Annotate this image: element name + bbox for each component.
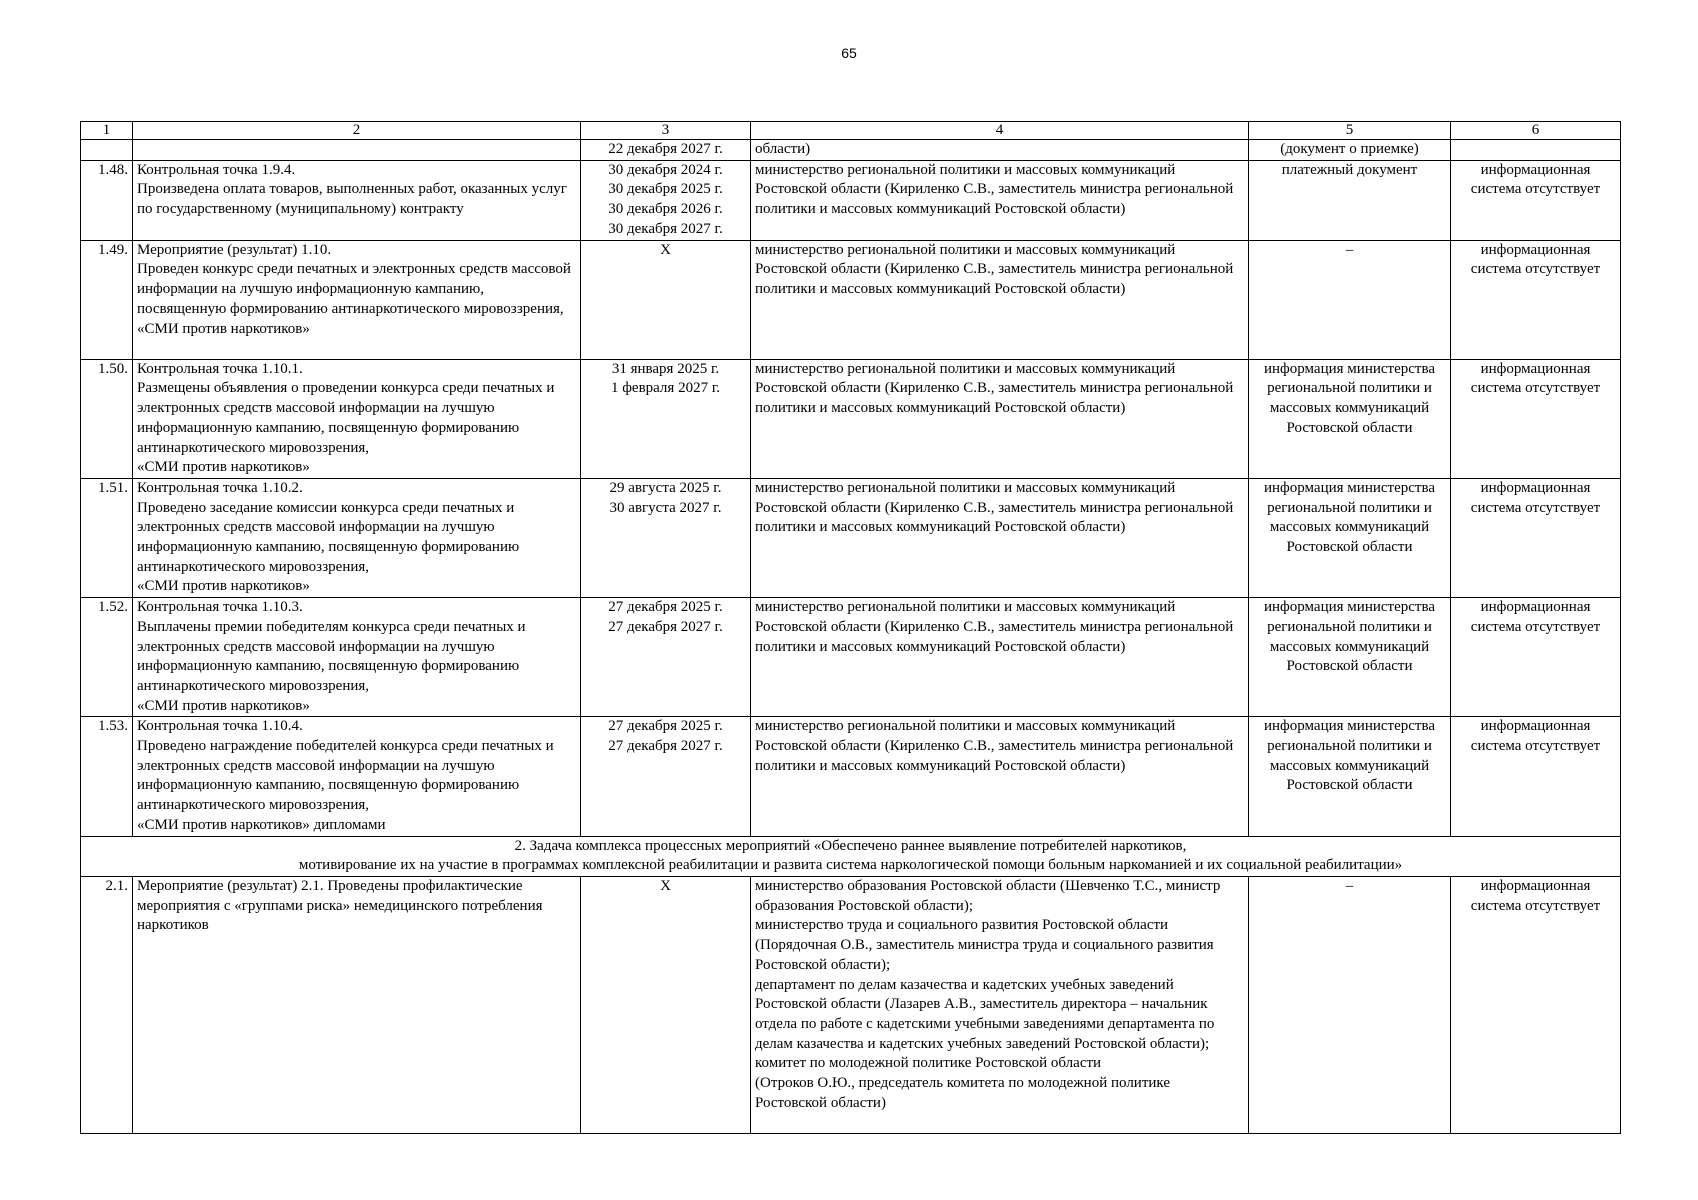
row-dates: 29 августа 2025 г. 30 августа 2027 г. <box>581 478 751 597</box>
row-responsible: министерство региональной политики и массовых коммуникаций Ростовской области (Кириленко С.В., заместитель министра региональной политики и массовых коммуникаций Ростовской области) <box>751 240 1249 359</box>
row-info-system: информационная система отсутствует <box>1451 359 1621 478</box>
row-document: платежный документ <box>1249 160 1451 240</box>
row-number <box>81 140 133 161</box>
row-info-system <box>1451 140 1621 161</box>
row-description: Контрольная точка 1.9.4. Произведена оплата товаров, выполненных работ, оказанных услуг по государственному (муниципальному) контракту <box>133 160 581 240</box>
row-number: 2.1. <box>81 876 133 1133</box>
row-description: Мероприятие (результат) 2.1. Проведены профилактические мероприятия с «группами риска» немедицинского потребления наркотиков <box>133 876 581 1133</box>
column-number-1: 1 <box>81 122 133 140</box>
row-info-system: информационная система отсутствует <box>1451 478 1621 597</box>
measures-table <box>80 121 1621 1134</box>
row-document: информация министерства региональной политики и массовых коммуникаций Ростовской области <box>1249 598 1451 717</box>
row-responsible: области) <box>751 140 1249 161</box>
row-dates: 27 декабря 2025 г. 27 декабря 2027 г. <box>581 598 751 717</box>
row-number: 1.50. <box>81 359 133 478</box>
row-dates: 22 декабря 2027 г. <box>581 140 751 161</box>
row-info-system: информационная система отсутствует <box>1451 598 1621 717</box>
section-heading <box>81 836 1621 876</box>
row-dates: 30 декабря 2024 г. 30 декабря 2025 г. 30 декабря 2026 г. 30 декабря 2027 г. <box>581 160 751 240</box>
row-description: Контрольная точка 1.10.3. Выплачены премии победителям конкурса среди печатных и электронных средств массовой информации на лучшую информационную кампанию, посвященную формированию антинаркотического мировоззрения, «СМИ против наркотиков» <box>133 598 581 717</box>
table-row <box>81 478 1621 597</box>
row-document: (документ о приемке) <box>1249 140 1451 161</box>
column-number-4: 4 <box>751 122 1249 140</box>
row-description: Контрольная точка 1.10.2. Проведено заседание комиссии конкурса среди печатных и электронных средств массовой информации на лучшую информационную кампанию, посвященную формированию антинаркотического мировоззрения, «СМИ против наркотиков» <box>133 478 581 597</box>
row-responsible: министерство региональной политики и массовых коммуникаций Ростовской области (Кириленко С.В., заместитель министра региональной политики и массовых коммуникаций Ростовской области) <box>751 717 1249 836</box>
row-description: Контрольная точка 1.10.1. Размещены объявления о проведении конкурса среди печатных и электронных средств массовой информации на лучшую информационную кампанию, посвященную формированию антинаркотического мировоззрения, «СМИ против наркотиков» <box>133 359 581 478</box>
section-heading-line-2: мотивирование их на участие в программах комплексной реабилитации и развита система наркологической помощи больным наркоманией и их социальной реабилитации» <box>298 857 1403 874</box>
row-info-system: информационная система отсутствует <box>1451 240 1621 359</box>
table-row <box>81 717 1621 836</box>
column-number-row <box>81 122 1621 140</box>
table-row <box>81 598 1621 717</box>
row-number: 1.52. <box>81 598 133 717</box>
row-description: Контрольная точка 1.10.4. Проведено награждение победителей конкурса среди печатных и электронных средств массовой информации на лучшую информационную кампанию, посвященную формированию антинаркотического мировоззрения, «СМИ против наркотиков» дипломами <box>133 717 581 836</box>
table-row <box>81 240 1621 359</box>
row-number: 1.51. <box>81 478 133 597</box>
row-info-system: информационная система отсутствует <box>1451 160 1621 240</box>
row-dates: Х <box>581 876 751 1133</box>
row-responsible: министерство региональной политики и массовых коммуникаций Ростовской области (Кириленко С.В., заместитель министра региональной политики и массовых коммуникаций Ростовской области) <box>751 359 1249 478</box>
row-document: информация министерства региональной политики и массовых коммуникаций Ростовской области <box>1249 717 1451 836</box>
row-info-system: информационная система отсутствует <box>1451 717 1621 836</box>
row-description: Мероприятие (результат) 1.10. Проведен конкурс среди печатных и электронных средств массовой информации на лучшую информационную кампанию, посвященную формированию антинаркотического мировоззрения, «СМИ против наркотиков» <box>133 240 581 359</box>
row-dates: Х <box>581 240 751 359</box>
row-dates: 27 декабря 2025 г. 27 декабря 2027 г. <box>581 717 751 836</box>
row-description <box>133 140 581 161</box>
row-document: – <box>1249 876 1451 1133</box>
column-number-2: 2 <box>133 122 581 140</box>
table-row <box>81 876 1621 1133</box>
table-row <box>81 160 1621 240</box>
row-responsible: министерство региональной политики и массовых коммуникаций Ростовской области (Кириленко С.В., заместитель министра региональной политики и массовых коммуникаций Ростовской области) <box>751 160 1249 240</box>
table-row <box>81 359 1621 478</box>
row-number: 1.53. <box>81 717 133 836</box>
row-number: 1.48. <box>81 160 133 240</box>
column-number-6: 6 <box>1451 122 1621 140</box>
row-responsible: министерство образования Ростовской области (Шевченко Т.С., министр образования Ростовской области); министерство труда и социального развития Ростовской области (Порядочная О.В., заместитель министра труда и социального развития Ростовской области); департамент по делам казачества и кадетских учебных заведений Ростовской области (Лазарев А.В., заместитель директора – начальник отдела по работе с кадетскими учебными заведениями департамента по делам казачества и кадетских учебных заведений Ростовской области); комитет по молодежной политике Ростовской области (Отроков О.Ю., председатель комитета по молодежной политике Ростовской области) <box>751 876 1249 1133</box>
table-row <box>81 140 1621 161</box>
column-number-3: 3 <box>581 122 751 140</box>
row-info-system: информационная система отсутствует <box>1451 876 1621 1133</box>
row-document: – <box>1249 240 1451 359</box>
page-number: 65 <box>841 45 857 61</box>
row-document: информация министерства региональной политики и массовых коммуникаций Ростовской области <box>1249 478 1451 597</box>
row-document: информация министерства региональной политики и массовых коммуникаций Ростовской области <box>1249 359 1451 478</box>
row-number: 1.49. <box>81 240 133 359</box>
row-dates: 31 января 2025 г. 1 февраля 2027 г. <box>581 359 751 478</box>
column-number-5: 5 <box>1249 122 1451 140</box>
row-responsible: министерство региональной политики и массовых коммуникаций Ростовской области (Кириленко С.В., заместитель министра региональной политики и массовых коммуникаций Ростовской области) <box>751 478 1249 597</box>
section-heading-line-1: 2. Задача комплекса процессных мероприятий «Обеспечено раннее выявление потребителей наркотиков, <box>514 837 1187 854</box>
row-responsible: министерство региональной политики и массовых коммуникаций Ростовской области (Кириленко С.В., заместитель министра региональной политики и массовых коммуникаций Ростовской области) <box>751 598 1249 717</box>
section-heading-row <box>81 836 1621 876</box>
